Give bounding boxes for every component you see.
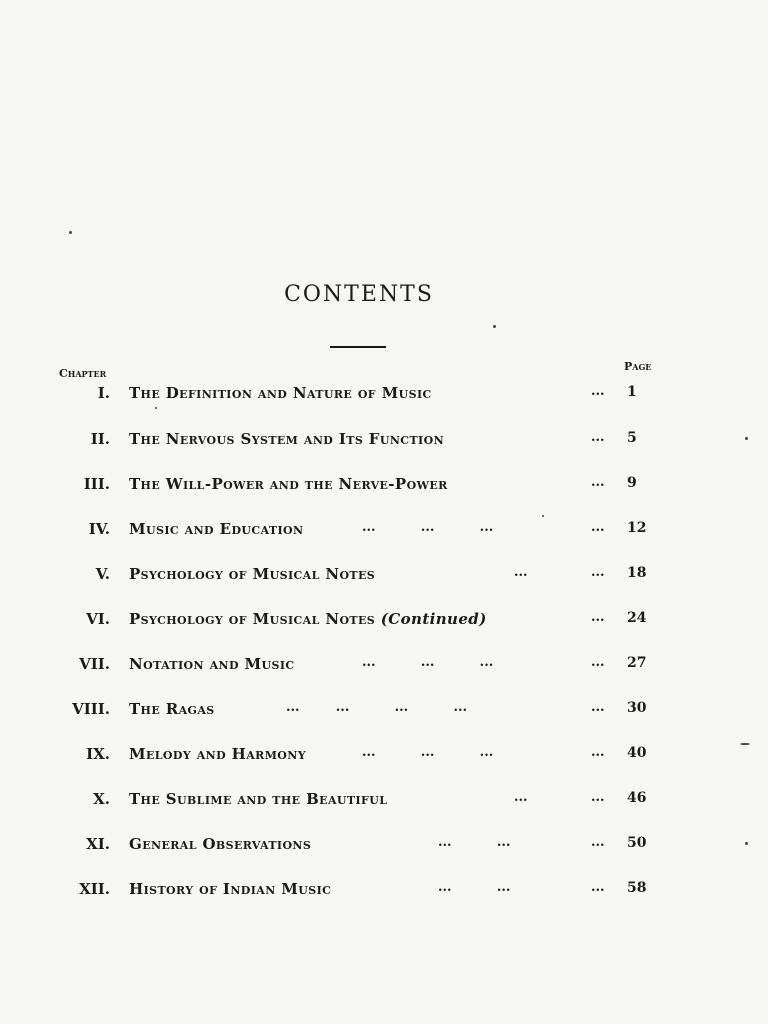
chapter-title xyxy=(129,475,448,493)
chapter-number: I. xyxy=(97,384,110,402)
chapter-title-text: Melody and Harmony xyxy=(129,745,306,763)
page-leader: ... xyxy=(591,655,605,670)
toc-entry xyxy=(0,700,768,724)
chapter-title xyxy=(129,384,432,402)
chapter-title xyxy=(129,700,215,718)
page-number: 27 xyxy=(627,655,647,671)
chapter-title-text: Psychology of Musical Notes xyxy=(129,565,376,583)
toc-entry xyxy=(0,880,768,904)
chapter-title-text: The Will-Power and the Nerve-Power xyxy=(129,475,448,493)
page-leader: ... xyxy=(591,835,605,850)
page-leader: ... xyxy=(591,700,605,715)
chapter-title-text: Music and Education xyxy=(129,520,304,538)
chapter-number: X. xyxy=(93,790,110,808)
toc-entry xyxy=(0,790,768,814)
chapter-title xyxy=(129,790,387,808)
chapter-number: IX. xyxy=(86,745,110,763)
page-number: 30 xyxy=(627,700,647,716)
page-title: CONTENTS xyxy=(284,282,434,307)
dot-leaders: ... ... ... xyxy=(362,520,494,535)
page-number: 18 xyxy=(627,565,647,581)
chapter-number: II. xyxy=(90,430,110,448)
dot-leaders: ... ... xyxy=(438,880,511,895)
chapter-title xyxy=(129,745,306,763)
dot-leaders: ... xyxy=(514,565,528,580)
chapter-title xyxy=(129,835,311,853)
chapter-title-text: Notation and Music xyxy=(129,655,295,673)
continued-note: (Continued) xyxy=(380,610,487,628)
page-number: 12 xyxy=(627,520,647,536)
page-number: 46 xyxy=(627,790,647,806)
page-column-heading: Page xyxy=(624,360,652,373)
chapter-title xyxy=(129,610,487,628)
page-number: 5 xyxy=(627,430,637,446)
page-leader: ... xyxy=(591,520,605,535)
chapter-number: V. xyxy=(95,565,110,583)
scan-speck xyxy=(493,325,496,328)
chapter-title xyxy=(129,430,444,448)
chapter-column-heading: Chapter xyxy=(59,367,107,380)
chapter-number: VI. xyxy=(86,610,110,628)
page-leader: ... xyxy=(591,790,605,805)
chapter-number: III. xyxy=(83,475,110,493)
dot-leaders: ... ... ... xyxy=(362,655,494,670)
toc-entry xyxy=(0,430,768,454)
chapter-title xyxy=(129,655,295,673)
page-leader: ... xyxy=(591,475,605,490)
dot-leaders: ... xyxy=(514,790,528,805)
chapter-title-text: The Ragas xyxy=(129,700,215,718)
page-leader: ... xyxy=(591,384,605,399)
page-number: 1 xyxy=(627,384,637,400)
page-number: 40 xyxy=(627,745,647,761)
dot-leaders: ... ... ... ... xyxy=(286,700,468,715)
toc-entry xyxy=(0,384,768,408)
chapter-title-text: History of Indian Music xyxy=(129,880,332,898)
toc-entry xyxy=(0,655,768,679)
toc-entry xyxy=(0,520,768,544)
toc-entry xyxy=(0,565,768,589)
scan-speck xyxy=(542,515,544,517)
page-number: 50 xyxy=(627,835,647,851)
chapter-title-text: The Nervous System and Its Function xyxy=(129,430,445,448)
toc-entry xyxy=(0,475,768,499)
chapter-title xyxy=(129,565,375,583)
chapter-number: XII. xyxy=(79,880,110,898)
chapter-number: XI. xyxy=(86,835,110,853)
page-number: 24 xyxy=(627,610,647,626)
page-leader: ... xyxy=(591,880,605,895)
chapter-number: VIII. xyxy=(72,700,110,718)
scan-speck xyxy=(69,231,72,234)
chapter-number: IV. xyxy=(88,520,110,538)
dot-leaders: ... ... ... xyxy=(362,745,494,760)
chapter-number: VII. xyxy=(79,655,110,673)
page-leader: ... xyxy=(591,430,605,445)
title-rule xyxy=(330,346,386,348)
page-number: 58 xyxy=(627,880,647,896)
page-leader: ... xyxy=(591,745,605,760)
page-number: 9 xyxy=(627,475,637,491)
chapter-title-text: The Sublime and the Beautiful xyxy=(129,790,388,808)
chapter-title-text: Psychology of Musical Notes xyxy=(129,610,376,628)
dot-leaders: ... ... xyxy=(438,835,511,850)
chapter-title xyxy=(129,520,303,538)
chapter-title-text: The Definition and Nature of Music xyxy=(129,384,432,402)
toc-entry xyxy=(0,610,768,634)
page-leader: ... xyxy=(591,565,605,580)
chapter-title-text: General Observations xyxy=(129,835,312,853)
page-leader: ... xyxy=(591,610,605,625)
toc-entry xyxy=(0,745,768,769)
chapter-title xyxy=(129,880,331,898)
toc-entry xyxy=(0,835,768,859)
